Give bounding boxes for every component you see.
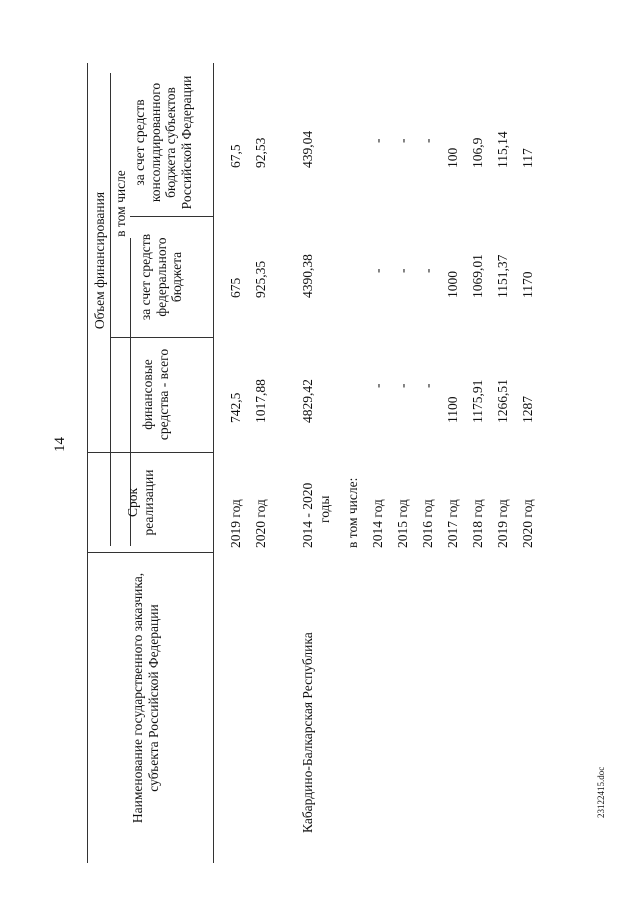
header-name: Наименование государственного заказчика, субъекта Российской Федерации xyxy=(130,572,161,824)
total-cell: 742,5 xyxy=(228,392,243,423)
total-cell: 1266,51 xyxy=(495,379,510,423)
regional-cell: - xyxy=(395,138,410,143)
federal-cell: 1000 xyxy=(445,271,460,298)
term-cell: 2020 год xyxy=(520,499,535,548)
total-cell: 1175,91 xyxy=(470,379,485,423)
volume-group-line xyxy=(110,73,111,546)
header-incl: в том числе xyxy=(113,170,128,237)
header-term: Срок реализации xyxy=(125,469,156,536)
regional-cell: 67,5 xyxy=(228,144,243,168)
term-cell: 2018 год xyxy=(470,499,485,548)
financing-table xyxy=(0,63,590,863)
regional-cell: 439,04 xyxy=(300,130,315,168)
term-cell: 2016 год xyxy=(420,499,435,548)
regional-cell: 115,14 xyxy=(495,131,510,168)
federal-cell: 1069,01 xyxy=(470,254,485,298)
federal-cell: - xyxy=(420,268,435,273)
header-bottom-line xyxy=(213,63,214,863)
total-cell: 1287 xyxy=(520,396,535,423)
regional-cell: - xyxy=(420,138,435,143)
regional-cell: - xyxy=(370,138,385,143)
term-cell: 2019 год xyxy=(495,499,510,548)
total-cell: 1017,88 xyxy=(253,379,268,423)
regional-cell: 106,9 xyxy=(470,137,485,168)
regional-cell: 117 xyxy=(520,148,535,168)
col-sep-term-volume xyxy=(87,452,213,453)
federal-cell: - xyxy=(395,268,410,273)
federal-cell: 4390,38 xyxy=(300,254,315,298)
federal-cell: 1151,37 xyxy=(495,254,510,298)
federal-cell: - xyxy=(370,268,385,273)
term-cell: 2019 год xyxy=(228,499,243,548)
total-cell: - xyxy=(420,383,435,388)
total-cell: - xyxy=(370,383,385,388)
total-cell: 4829,42 xyxy=(300,379,315,423)
regional-cell: 92,53 xyxy=(253,137,268,168)
term-cell: 2014 год xyxy=(370,499,385,548)
federal-cell: 675 xyxy=(228,277,243,298)
col-sep-federal-regional xyxy=(130,216,213,217)
term-cell-cont: годы xyxy=(317,495,332,523)
subject-name: Кабардино-Балкарская Республика xyxy=(300,632,315,833)
col-sep-name-term xyxy=(87,552,213,553)
term-cell: 2014 - 2020 xyxy=(300,482,315,548)
header-regional: за счет средств консолидированного бюджета субъектов Российской Федерации xyxy=(132,75,194,210)
header-total: финансовые средства - всего xyxy=(140,348,171,441)
total-cell: - xyxy=(395,383,410,388)
header-federal: за счет средств федерального бюджета xyxy=(138,233,184,321)
federal-cell: 1170 xyxy=(520,271,535,298)
header-volume: Объем финансирования xyxy=(92,191,107,330)
page-number: 14 xyxy=(52,437,68,452)
term-cell: 2015 год xyxy=(395,499,410,548)
regional-cell: 100 xyxy=(445,147,460,168)
table-border-left xyxy=(87,63,88,863)
total-cell: 1100 xyxy=(445,396,460,423)
federal-cell: 925,35 xyxy=(253,260,268,298)
term-cell: 2017 год xyxy=(445,499,460,548)
col-sep-total-incl xyxy=(110,337,213,338)
term-cell: в том числе: xyxy=(345,477,360,548)
document-code: 23122415.doc xyxy=(596,766,606,818)
term-cell: 2020 год xyxy=(253,499,268,548)
